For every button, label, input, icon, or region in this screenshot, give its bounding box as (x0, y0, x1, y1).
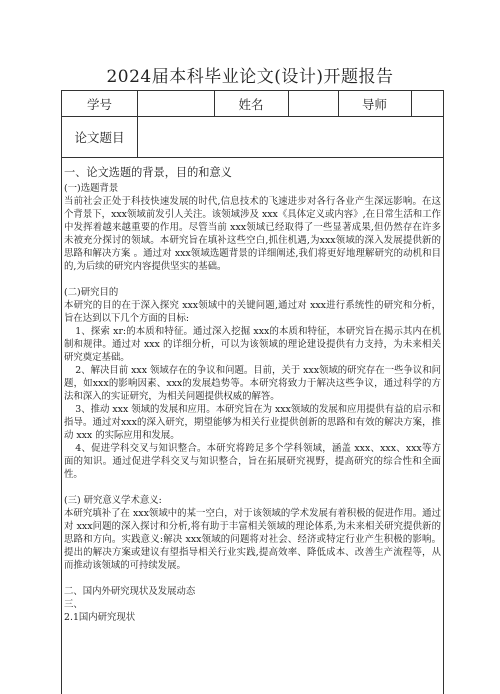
purpose-intro: 本研究的目的在于深入探究 xxx领域中的关键问题,通过对 xxx进行系统性的研究和分析，旨在达到以下几个方面的目标: (64, 300, 441, 324)
background-heading: (一)选题背景 (64, 183, 119, 194)
name-field[interactable] (288, 91, 339, 116)
significance-text: 本研究填补了在 xxx领域中的某一空白，对于该领域的学术发展有着积极的促进作用。通过对 xxx问题的深入探讨和分析,将有助于丰富相关领域的理论体系,为未来相关研究提供新的思路和方向。实践意义:解决 xxx领域的问题将对社会、经济或特定行业产生积极的影响。提出的解决方案或建议有望指导相关行业实践,提高效率、降低成本、改善生产流程等，从而推动该领域的可持续发展。 (64, 508, 441, 571)
thesis-title-field[interactable] (137, 116, 443, 157)
purpose-item: 2、解决目前 xxx 领域存在的争议和问题。目前，关于 xxx领域的研究存在一些争议和问题，如xxx的影响因素、xxx的发展趋势等。本研究将致力于解决这些争议，通过科学的方法和深入的实证研究，为相关问题提供权威的解答。 (64, 365, 441, 402)
proposal-body (62, 157, 443, 694)
thesis-title-label: 论文题目 (62, 116, 138, 157)
section3-heading: 三、 (64, 599, 83, 610)
domestic-status-heading: 2.1国内研究现状 (64, 612, 136, 623)
advisor-label: 导师 (338, 91, 412, 116)
purpose-item: 3、推动 xxx 领域的发展和应用。本研究旨在为 xxx领域的发展和应用提供有益的启示和指导。通过对xxx的深入研究，期望能够为相关行业提供创新的思路和有效的解决方案，推动 xxx 的实际应用和发展。 (64, 404, 441, 441)
proposal-form (61, 90, 444, 694)
page-title: 2024届本科毕业论文(设计)开题报告 (106, 67, 394, 87)
student-id-label: 学号 (62, 91, 138, 116)
significance-heading: (三) 研究意义学术意义: (64, 495, 162, 506)
section2-heading: 二、国内外研究现状及发展动态 (64, 586, 196, 597)
student-id-field[interactable] (137, 91, 215, 116)
name-label: 姓名 (214, 91, 289, 116)
thesis-title-row (62, 116, 443, 158)
background-text: 当前社会正处于科技快速发展的时代,信息技术的飞速进步对各行各业产生深远影响。在这个背景下，xxx领域前发引人关注。该领域涉及 xxx《具体定义或内容》,在日常生活和工作中发挥着越来越重要的作用。尽管当前 xxx领域已经取得了一些显著成果,但仍然存在许多未被充分探讨的领域。本研究旨在填补这些空白,抓住机遇,为xxx领域的深入发展提供新的思路和解决方案 。通过对 xxx领域选题背景的详细阐述,我们将更好地理解研究的动机和目的,为后续的研究内容提供坚实的基础。 (64, 196, 441, 272)
advisor-field[interactable] (411, 91, 443, 116)
purpose-item: 1、探索 xr:的本质和特征。通过深入挖掘 xxx的本质和特征，本研究旨在揭示其内在机制和规律。通过对 xxx 的详细分析，可以为该领域的理论建设提供有力支持，为未来相关研究奠定基础。 (64, 326, 441, 363)
purpose-heading: (二)研究目的 (64, 287, 119, 298)
info-row (62, 91, 443, 117)
purpose-item: 4、促进学科交叉与知识整合。本研究将跨足多个学科领域，涵盖 xxx、xxx、xxx等方面的知识。通过促进学科交叉与知识整合，旨在拓展研究视野，提高研究的综合性和全面性。 (64, 443, 441, 480)
section1-heading: 一、论文选题的背景，目的和意义 (64, 166, 232, 179)
